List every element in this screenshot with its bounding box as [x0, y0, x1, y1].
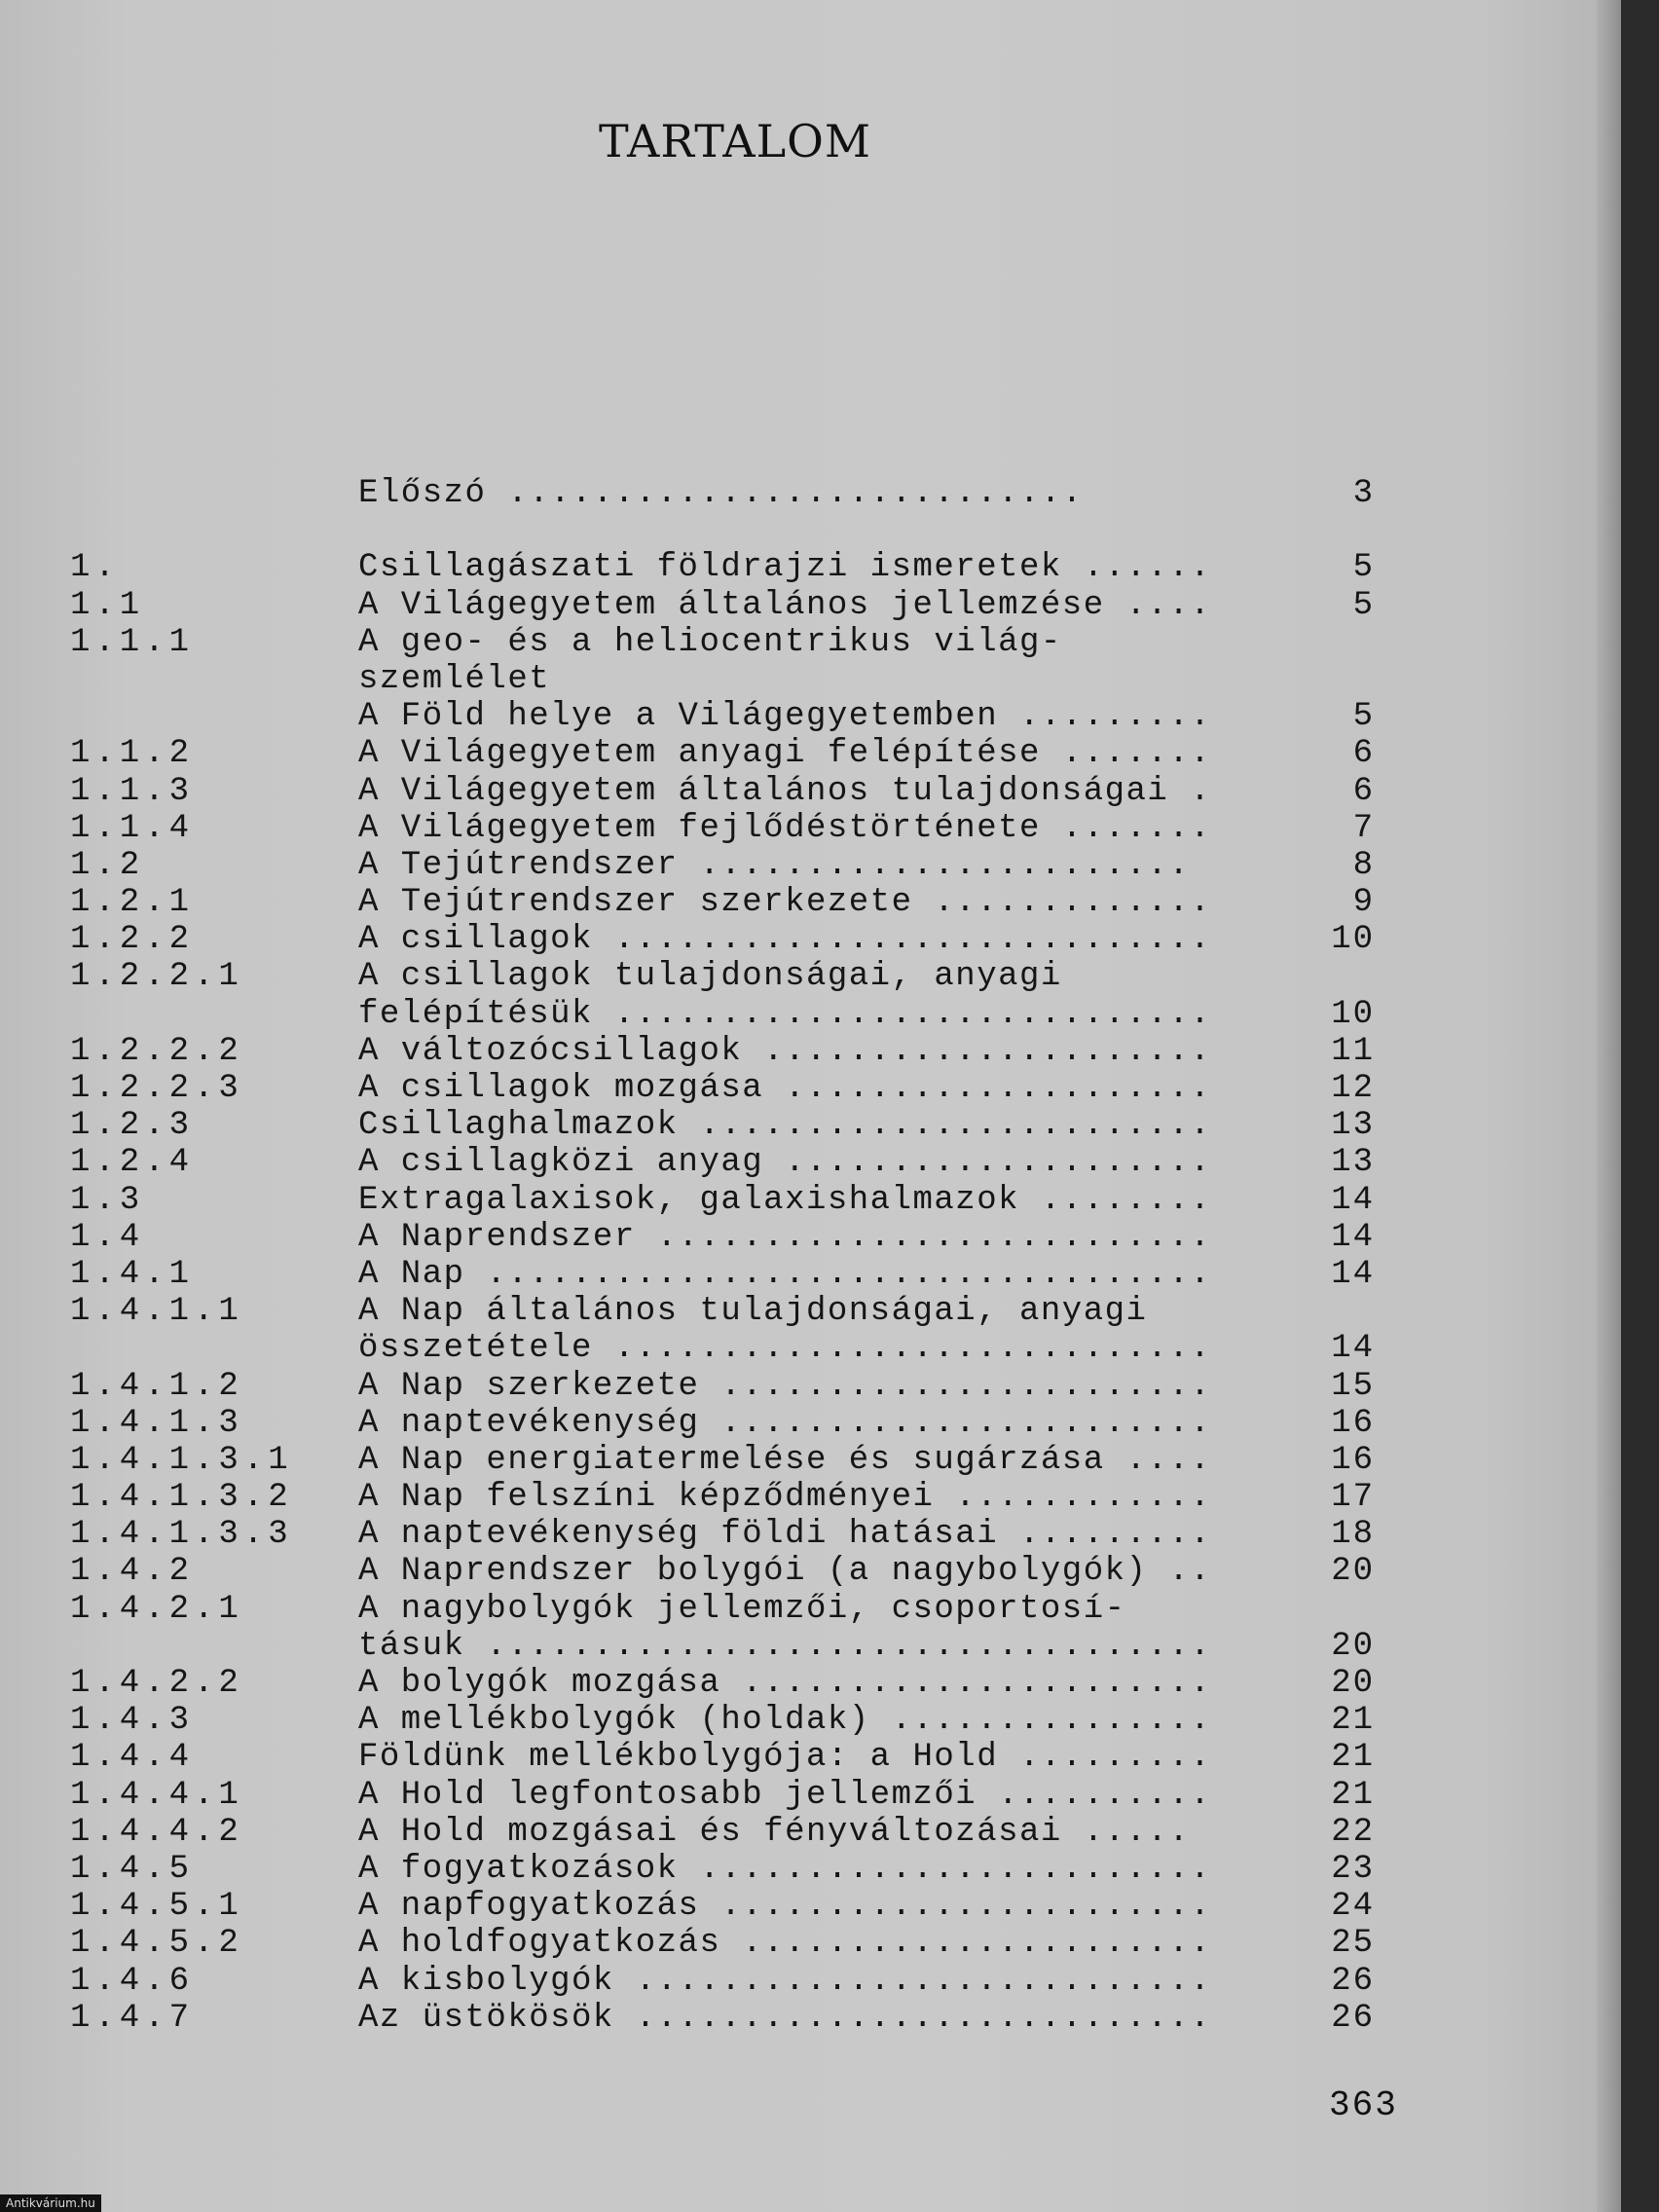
- entry-title: A Világegyetem általános jellemzése ....: [358, 586, 1212, 624]
- toc-entry: [70, 661, 1375, 698]
- entry-number: 1.1.2: [70, 735, 195, 773]
- watermark: Antikvárium.hu: [0, 2194, 101, 2212]
- entry-number: 1.4.1.3: [70, 1404, 243, 1442]
- toc-entry: [70, 2000, 1375, 2037]
- entry-title: Előszó ...........................: [358, 475, 1084, 512]
- toc-entry: [70, 1739, 1375, 1776]
- entry-number: 1.4.1.1: [70, 1293, 243, 1331]
- entry-number: 1.4.2.1: [70, 1590, 243, 1628]
- toc-entry: [70, 587, 1375, 624]
- entry-number: 1.4.5: [70, 1850, 195, 1888]
- toc-entry: [70, 624, 1375, 661]
- entry-number: 1.1.1: [70, 623, 195, 661]
- entry-page: 21: [1331, 1776, 1375, 1814]
- entry-title: A Tejútrendszer szerkezete .............: [358, 884, 1212, 922]
- entry-page: 15: [1331, 1367, 1375, 1405]
- entry-number: 1.1.3: [70, 772, 195, 810]
- entry-title: A Világegyetem anyagi felépítése .......: [358, 735, 1212, 773]
- table-of-contents: [70, 475, 1375, 2037]
- entry-number: 1.4.4: [70, 1739, 195, 1777]
- entry-number: 1.4.6: [70, 1962, 195, 2000]
- entry-number: 1.4.3: [70, 1702, 195, 1740]
- toc-entry: [70, 1405, 1375, 1442]
- entry-page: 16: [1331, 1441, 1375, 1479]
- entry-title: A Nap ..................................: [358, 1255, 1212, 1293]
- toc-entry: [70, 1368, 1375, 1405]
- entry-title: A mellékbolygók (holdak) ...............: [358, 1702, 1212, 1740]
- entry-page: 20: [1331, 1627, 1375, 1665]
- entry-page: 3: [1352, 475, 1375, 512]
- entry-number: 1.4.2: [70, 1553, 195, 1591]
- entry-page: 17: [1331, 1479, 1375, 1517]
- entry-title: A Világegyetem általános tulajdonságai .: [358, 772, 1212, 810]
- entry-number: 1.4.1.3.1: [70, 1441, 293, 1479]
- entry-page: 9: [1352, 884, 1375, 922]
- toc-entry: [70, 996, 1375, 1033]
- entry-title: Extragalaxisok, galaxishalmazok ........: [358, 1181, 1212, 1219]
- entry-title: A Nap felszíni képződményei ............: [358, 1479, 1212, 1517]
- entry-title: A csillagok tulajdonságai, anyagi: [358, 958, 1062, 996]
- entry-number: 1.4.4.2: [70, 1813, 243, 1851]
- toc-entry: [70, 1814, 1375, 1851]
- entry-number: 1.2.1: [70, 884, 195, 922]
- entry-page: 21: [1331, 1702, 1375, 1740]
- entry-title: A fogyatkozások ........................: [358, 1850, 1212, 1888]
- entry-title: A Nap szerkezete .......................: [358, 1367, 1212, 1405]
- entry-page: 20: [1331, 1553, 1375, 1591]
- entry-page: 10: [1331, 995, 1375, 1033]
- toc-entry: [70, 958, 1375, 995]
- entry-page: 13: [1331, 1144, 1375, 1182]
- entry-page: 21: [1331, 1739, 1375, 1777]
- entry-page: 26: [1331, 1962, 1375, 2000]
- entry-number: 1.4.5.2: [70, 1925, 243, 1963]
- toc-entry: [70, 1925, 1375, 1962]
- toc-entry: [70, 1851, 1375, 1888]
- entry-page: 10: [1331, 921, 1375, 959]
- toc-entry: [70, 884, 1375, 921]
- toc-entry: [70, 921, 1375, 958]
- entry-title: A Világegyetem fejlődéstörténete .......: [358, 809, 1212, 847]
- entry-title: A Hold mozgásai és fényváltozásai .....: [358, 1813, 1191, 1851]
- entry-title: összetétele ............................: [358, 1330, 1212, 1368]
- toc-entry: [70, 1182, 1375, 1219]
- entry-number: 1.4.1: [70, 1255, 195, 1293]
- entry-number: 1.2.2: [70, 921, 195, 959]
- page-title: TARTALOM: [599, 115, 871, 167]
- entry-title: A holdfogyatkozás ......................: [358, 1925, 1212, 1963]
- entry-page: 6: [1352, 772, 1375, 810]
- toc-entry: [70, 847, 1375, 884]
- toc-entry: [70, 698, 1375, 735]
- entry-number: 1.4.2.2: [70, 1665, 243, 1702]
- entry-title: A csillagok ............................: [358, 921, 1212, 959]
- entry-title: A bolygók mozgása ......................: [358, 1665, 1212, 1702]
- toc-entry: [70, 1628, 1375, 1665]
- entry-title: Csillaghalmazok ........................: [358, 1107, 1212, 1145]
- entry-page: 5: [1352, 586, 1375, 624]
- page-edge: [1597, 0, 1621, 2212]
- toc-entry: [70, 1963, 1375, 2000]
- entry-title: A Naprendszer ..........................: [358, 1218, 1212, 1256]
- toc-entry: [70, 1442, 1375, 1479]
- toc-entry: [70, 810, 1375, 847]
- entry-page: 14: [1331, 1255, 1375, 1293]
- toc-entry: [70, 1516, 1375, 1553]
- entry-number: 1.2.2.1: [70, 958, 243, 996]
- entry-number: 1.1.4: [70, 809, 195, 847]
- toc-entry: [70, 735, 1375, 772]
- entry-title: A naptevékenység földi hatásai .........: [358, 1516, 1212, 1554]
- entry-title: A csillagok mozgása ....................: [358, 1070, 1212, 1107]
- entry-page: 13: [1331, 1107, 1375, 1145]
- entry-page: 16: [1331, 1404, 1375, 1442]
- entry-title: A Tejútrendszer .......................: [358, 846, 1191, 884]
- entry-number: 1.2.4: [70, 1144, 195, 1182]
- entry-number: 1.4.1.3.2: [70, 1479, 293, 1517]
- toc-entry: [70, 1107, 1375, 1144]
- entry-title: Földünk mellékbolygója: a Hold .........: [358, 1739, 1212, 1777]
- entry-page: 26: [1331, 1999, 1375, 2037]
- entry-page: 8: [1352, 846, 1375, 884]
- toc-entry: [70, 1777, 1375, 1814]
- entry-number: 1.2.2.2: [70, 1032, 243, 1070]
- entry-title: A Nap energiatermelése és sugárzása ....: [358, 1441, 1212, 1479]
- entry-title: tásuk ..................................: [358, 1627, 1212, 1665]
- entry-page: 23: [1331, 1850, 1375, 1888]
- entry-number: 1.4.1.3.3: [70, 1516, 293, 1554]
- toc-entry: [70, 1256, 1375, 1293]
- toc-entry: [70, 1665, 1375, 1702]
- toc-entry: [70, 1702, 1375, 1739]
- entry-page: 14: [1331, 1218, 1375, 1256]
- entry-title: A Naprendszer bolygói (a nagybolygók) ..: [358, 1553, 1212, 1591]
- entry-page: 12: [1331, 1070, 1375, 1107]
- entry-title: A napfogyatkozás .......................: [358, 1888, 1212, 1926]
- entry-number: 1.3: [70, 1181, 145, 1219]
- entry-title: A Hold legfontosabb jellemzői ..........: [358, 1776, 1212, 1814]
- toc-entry: [70, 1219, 1375, 1256]
- entry-page: 24: [1331, 1888, 1375, 1926]
- entry-number: 1.2.2.3: [70, 1070, 243, 1107]
- entry-number: 1.4.4.1: [70, 1776, 243, 1814]
- entry-title: Csillagászati földrajzi ismeretek ......: [358, 549, 1212, 587]
- entry-page: 14: [1331, 1330, 1375, 1368]
- entry-number: 1.4: [70, 1218, 145, 1256]
- entry-number: 1.4.1.2: [70, 1367, 243, 1405]
- entry-page: 18: [1331, 1516, 1375, 1554]
- toc-entry: [70, 475, 1375, 512]
- entry-title: A nagybolygók jellemzői, csoportosí-: [358, 1590, 1126, 1628]
- toc-entry: [70, 1479, 1375, 1516]
- entry-number: 1.4.5.1: [70, 1888, 243, 1926]
- entry-title: A változócsillagok .....................: [358, 1032, 1212, 1070]
- entry-page: 20: [1331, 1665, 1375, 1702]
- entry-title: szemlélet: [358, 660, 551, 698]
- entry-page: 25: [1331, 1925, 1375, 1963]
- entry-title: felépítésük ............................: [358, 995, 1212, 1033]
- toc-entry: [70, 1330, 1375, 1367]
- toc-entry: [70, 1144, 1375, 1181]
- toc-entry: [70, 549, 1375, 586]
- toc-entry: [70, 1070, 1375, 1107]
- entry-page: 11: [1331, 1032, 1375, 1070]
- entry-title: A Föld helye a Világegyetemben .........: [358, 698, 1212, 736]
- entry-title: A Nap általános tulajdonságai, anyagi: [358, 1293, 1148, 1331]
- toc-entry: [70, 1553, 1375, 1590]
- entry-number: 1.4.7: [70, 1999, 195, 2037]
- entry-number: 1.2: [70, 846, 145, 884]
- entry-page: 14: [1331, 1181, 1375, 1219]
- toc-entry: [70, 1033, 1375, 1070]
- toc-entry: [70, 1591, 1375, 1628]
- entry-number: 1.2.3: [70, 1107, 195, 1145]
- toc-entry: [70, 1888, 1375, 1925]
- entry-number: 1.: [70, 549, 120, 587]
- toc-entry: [70, 773, 1375, 810]
- entry-page: 5: [1352, 698, 1375, 736]
- toc-entry: [70, 512, 1375, 549]
- page-number: 363: [1329, 2085, 1398, 2125]
- entry-title: A csillagközi anyag ....................: [358, 1144, 1212, 1182]
- entry-page: 5: [1352, 549, 1375, 587]
- entry-number: 1.1: [70, 586, 145, 624]
- entry-page: 22: [1331, 1813, 1375, 1851]
- entry-title: A geo- és a heliocentrikus világ-: [358, 623, 1062, 661]
- toc-entry: [70, 1293, 1375, 1330]
- entry-title: A kisbolygók ...........................: [358, 1962, 1212, 2000]
- entry-page: 7: [1352, 809, 1375, 847]
- entry-page: 6: [1352, 735, 1375, 773]
- entry-title: Az üstökösök ...........................: [358, 1999, 1212, 2037]
- entry-title: A naptevékenység .......................: [358, 1404, 1212, 1442]
